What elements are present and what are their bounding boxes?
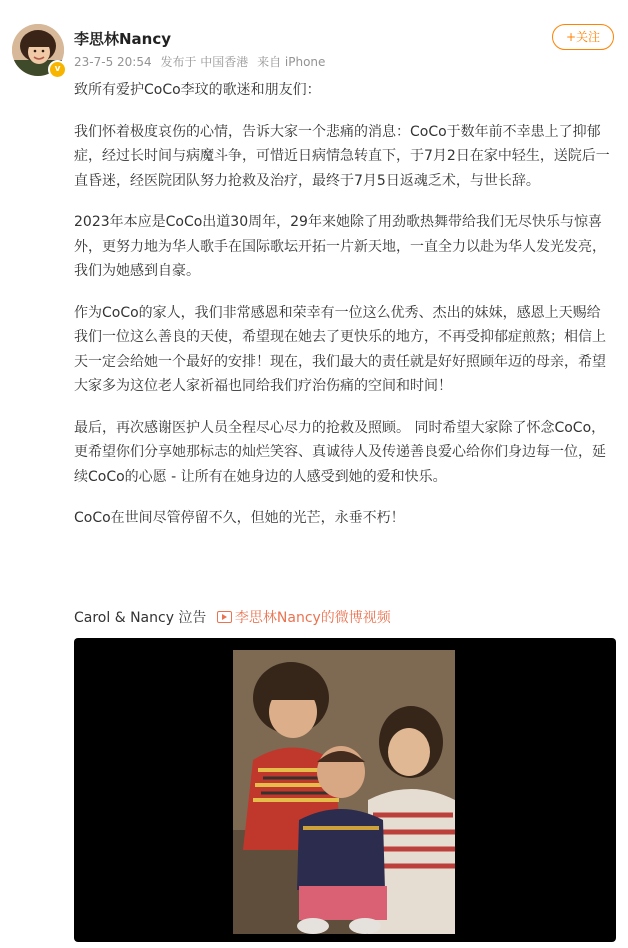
post-source: 来自 iPhone [257, 55, 326, 69]
family-photo [233, 650, 455, 934]
video-player[interactable] [74, 638, 616, 942]
signature-line [74, 606, 391, 630]
post-paragraph: 我们怀着极度哀伤的心情，告诉大家一个悲痛的消息：CoCo于数年前不幸患上了抑郁症，经过长时间与病魔斗争，可惜近日病情急转直下，于7月2日在家中轻生，送院后一直昏迷，经医院团队努力抢救及治疗，最终于7月5日返魂乏术，与世长辞。 [74, 123, 610, 189]
post-date[interactable]: 23-7-5 20:54 [74, 55, 152, 69]
post-paragraph: CoCo在世间尽管停留不久，但她的光芒，永垂不朽！ [74, 510, 405, 526]
post-paragraph: 作为CoCo的家人，我们非常感恩和荣幸有一位这么优秀、杰出的妹妹，感恩上天赐给我们一位这么善良的天使，希望现在她去了更快乐的地方，不再受抑郁症煎熬；相信上天一定会给她一个最好的安排！现在，我们最大的责任就是好好照顾年迈的母亲，希望大家多为这位老人家祈福也同给我们疗治伤痛的空间和时间！ [74, 304, 606, 394]
post-paragraph: 最后，再次感谢医护人员全程尽心尽力的抢救及照顾。 同时希望大家除了怀念CoCo，更希望你们分享她那标志的灿烂笑容、真诚待人及传递善良爱心给你们身边每一位，延续CoCo的心愿 - 让所有在她身边的人感受到她的爱和快乐。 [74, 419, 606, 485]
post-location: 发布于 中国香港 [160, 55, 249, 69]
post-meta [74, 53, 330, 70]
signature: Carol & Nancy 泣告 [74, 610, 207, 626]
post-paragraph: 2023年本应是CoCo出道30周年，29年来她除了用劲歌热舞带给我们无尽快乐与惊喜外，更努力地为华人歌手在国际歌坛开拓一片新天地，一直全力以赴为华人发光发亮，我们为她感到自豪。 [74, 214, 606, 279]
author-name[interactable]: 李思林Nancy [74, 30, 172, 48]
post-paragraph: 致所有爱护CoCo李玟的歌迷和朋友们： [74, 82, 321, 98]
follow-button[interactable]: +关注 [552, 24, 614, 50]
post-content [74, 78, 614, 548]
video-link-label: 李思林Nancy的微博视频 [234, 610, 391, 626]
video-link[interactable] [217, 610, 391, 626]
video-icon [217, 611, 232, 623]
verified-badge-icon: v [48, 60, 67, 79]
